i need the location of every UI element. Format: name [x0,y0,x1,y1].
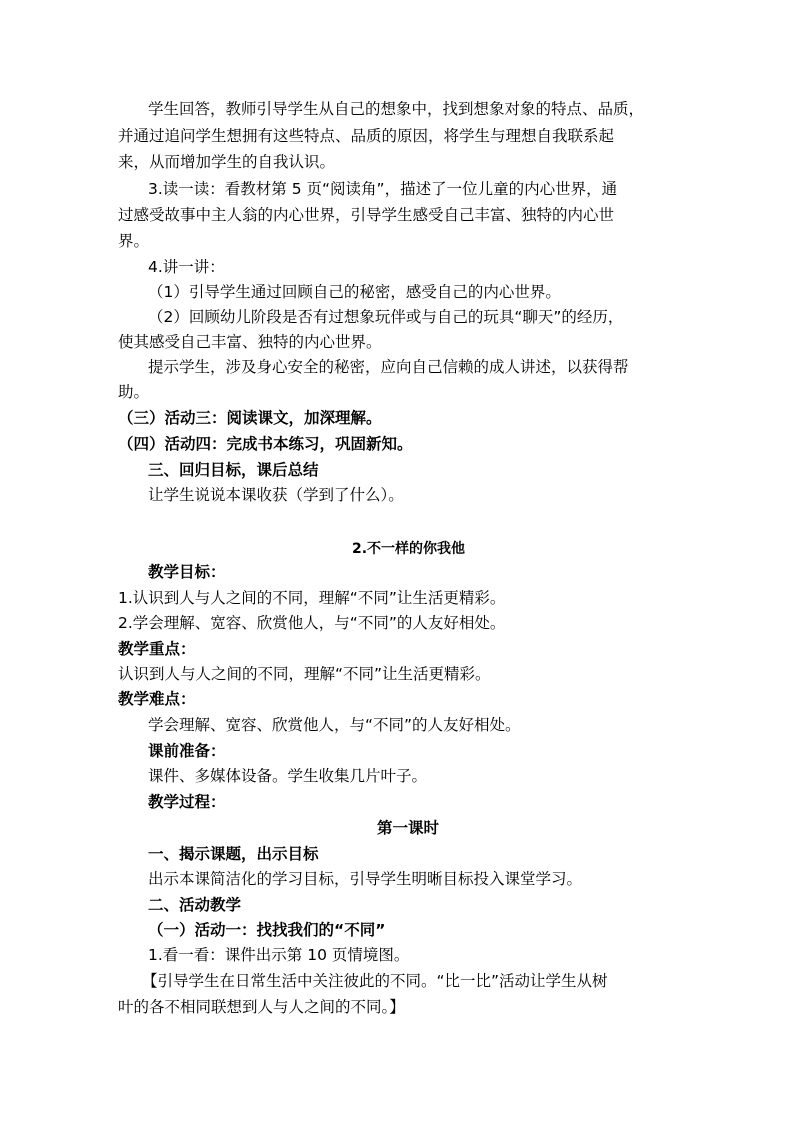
paragraph-line: 并通过追问学生想拥有这些特点、品质的原因，将学生与理想自我联系起 [118,127,615,145]
section-heading: 三、回归目标，课后总结 [148,461,319,479]
paragraph-line: 出示本课简洁化的学习目标，引导学生明晰目标投入课堂学习。 [148,870,583,888]
paragraph-line: 学会理解、宽容、欣赏他人，与“不同”的人友好相处。 [148,716,521,734]
section-heading: （一）活动一：找找我们的“不同” [148,921,386,939]
section-heading: （三）活动三：阅读课文，加深理解。 [118,409,382,427]
section-heading: 课前准备： [148,742,226,760]
paragraph-line: 3.读一读：看教材第 5 页“阅读角”，描述了一位儿童的内心世界，通 [148,180,618,198]
paragraph-line: 【引导学生在日常生活中关注彼此的不同。“比一比”活动让学生从树 [142,972,608,990]
paragraph-line: 1.认识到人与人之间的不同，理解“不同”让生活更精彩。 [118,589,506,607]
section-heading: （四）活动四：完成书本练习，巩固新知。 [118,435,413,453]
paragraph-line: 提示学生，涉及身心安全的秘密，应向自己信赖的成人讲述，以获得帮 [148,358,629,376]
lesson-title: 2.不一样的你我他 [352,541,466,557]
paragraph-line: 来，从而增加学生的自我认识。 [118,153,336,171]
paragraph-line: 4.讲一讲： [148,258,225,276]
paragraph-line: 课件、多媒体设备。学生收集几片叶子。 [148,767,428,785]
paragraph-line: 学生回答，教师引导学生从自己的想象中，找到想象对象的特点、品质， [148,100,645,118]
section-heading: 一、揭示课题，出示目标 [148,845,319,863]
section-heading: 教学难点： [118,690,196,708]
paragraph-line: 认识到人与人之间的不同，理解“不同”让生活更精彩。 [118,665,491,683]
section-heading: 二、活动教学 [148,896,242,914]
paragraph-line: 过感受故事中主人翁的内心世界，引导学生感受自己丰富、独特的内心世 [118,206,615,224]
paragraph-line: 让学生说说本课收获（学到了什么）。 [148,486,404,504]
paragraph-line: （2）回顾幼儿阶段是否有过想象玩伴或与自己的玩具“聊天”的经历， [148,308,624,326]
section-heading: 教学过程： [148,793,226,811]
paragraph-line: （1）引导学生通过回顾自己的秘密，感受自己的内心世界。 [148,283,561,301]
section-heading: 教学目标： [148,563,226,581]
paragraph-line: 叶的各不相同联想到人与人之间的不同。】 [118,998,405,1016]
paragraph-line: 使其感受自己丰富、独特的内心世界。 [118,333,382,351]
subsection-title: 第一课时 [377,819,440,837]
paragraph-line: 界。 [118,232,150,250]
paragraph-line: 助。 [118,383,150,401]
section-heading: 教学重点： [118,640,196,658]
paragraph-line: 2.学会理解、宽容、欣赏他人，与“不同”的人友好相处。 [118,614,506,632]
paragraph-line: 1.看一看：课件出示第 10 页情境图。 [148,946,410,964]
